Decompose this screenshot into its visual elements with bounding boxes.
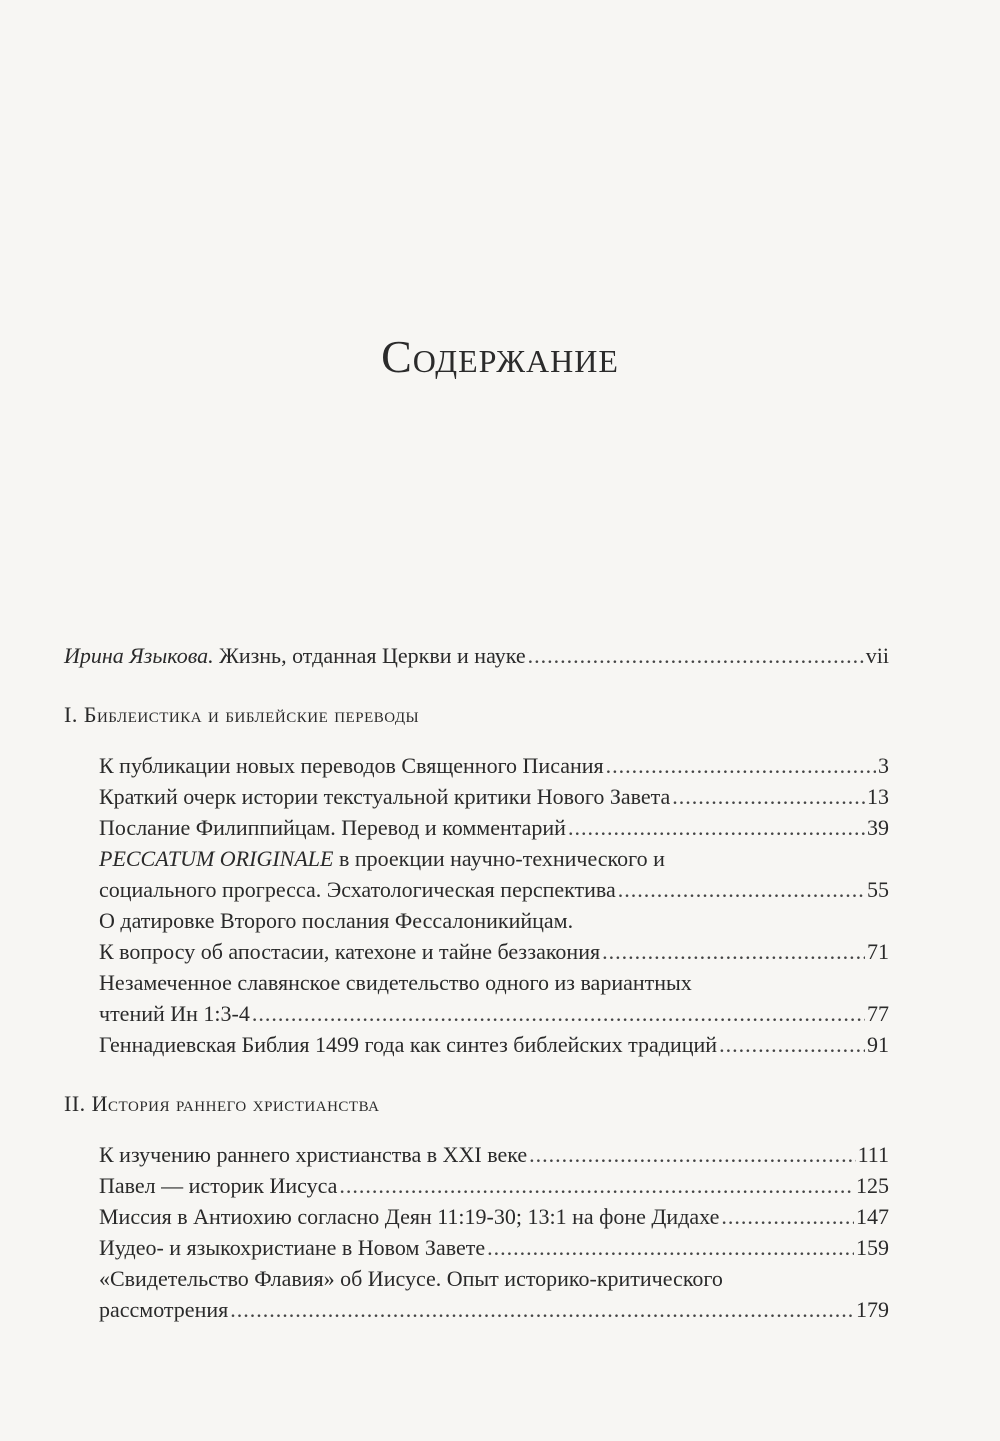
page-number: 55 [867,877,889,902]
page-number: 3 [878,753,889,778]
page-number: 39 [867,815,889,840]
toc-entry[interactable]: О датировке Второго послания Фессалоникийцам. К вопросу об апостасии, катехоне и тайне беззакония ..... 71 [99,905,889,967]
section-items-1 [99,750,889,1060]
toc-entry[interactable]: К изучению раннего христианства в XXI веке ..... 111 [99,1139,889,1170]
page-number: 77 [867,1001,889,1026]
toc-entry[interactable]: Послание Филиппийцам. Перевод и комментарий ..... 39 [99,812,889,843]
toc-entry[interactable]: Миссия в Антиохию согласно Деян 11:19-30; 13:1 на фоне Дидахе ..... 147 [99,1201,889,1232]
page-title: Содержание [381,331,619,382]
page-number: 159 [856,1235,889,1260]
toc-entry[interactable]: Павел — историк Иисуса ..... 125 [99,1170,889,1201]
page-number: 111 [857,1142,889,1167]
toc-entry[interactable]: «Свидетельство Флавия» об Иисусе. Опыт историко-критического рассмотрения ..... 179 [99,1263,889,1325]
section-heading-1: I. Библеистика и библейские переводы [64,702,420,727]
page-number: vii [865,643,889,668]
preface-author: Ирина Языкова. [64,643,214,668]
page-number: 13 [867,784,889,809]
page-number: 91 [867,1032,889,1057]
toc-entry[interactable]: PECCATUM ORIGINALE в проекции научно-технического и социального прогресса. Эсхатологическая перспектива ..... 55 [99,843,889,905]
table-of-contents [64,640,889,1325]
latin-phrase: PECCATUM ORIGINALE [99,846,334,871]
toc-entry[interactable]: Краткий очерк истории текстуальной критики Нового Завета ..... 13 [99,781,889,812]
preface-title: Жизнь, отданная Церкви и науке [219,643,526,668]
page-number: 147 [856,1204,889,1229]
section-items-2 [99,1139,889,1325]
toc-entry[interactable]: Незамеченное славянское свидетельство одного из вариантных чтений Ин 1:3-4 ..... 77 [99,967,889,1029]
toc-entry[interactable]: Иудео- и языкохристиане в Новом Завете ..... 159 [99,1232,889,1263]
toc-entry-preface[interactable] [64,640,889,671]
leader-dots [528,640,864,671]
page-number: 71 [867,939,889,964]
page-number: 125 [856,1173,889,1198]
toc-entry[interactable]: К публикации новых переводов Священного Писания ..... 3 [99,750,889,781]
section-heading-2: II. История раннего христианства [64,1091,380,1116]
page-number: 179 [856,1297,889,1322]
toc-entry[interactable]: Геннадиевская Библия 1499 года как синтез библейских традиций ..... 91 [99,1029,889,1060]
